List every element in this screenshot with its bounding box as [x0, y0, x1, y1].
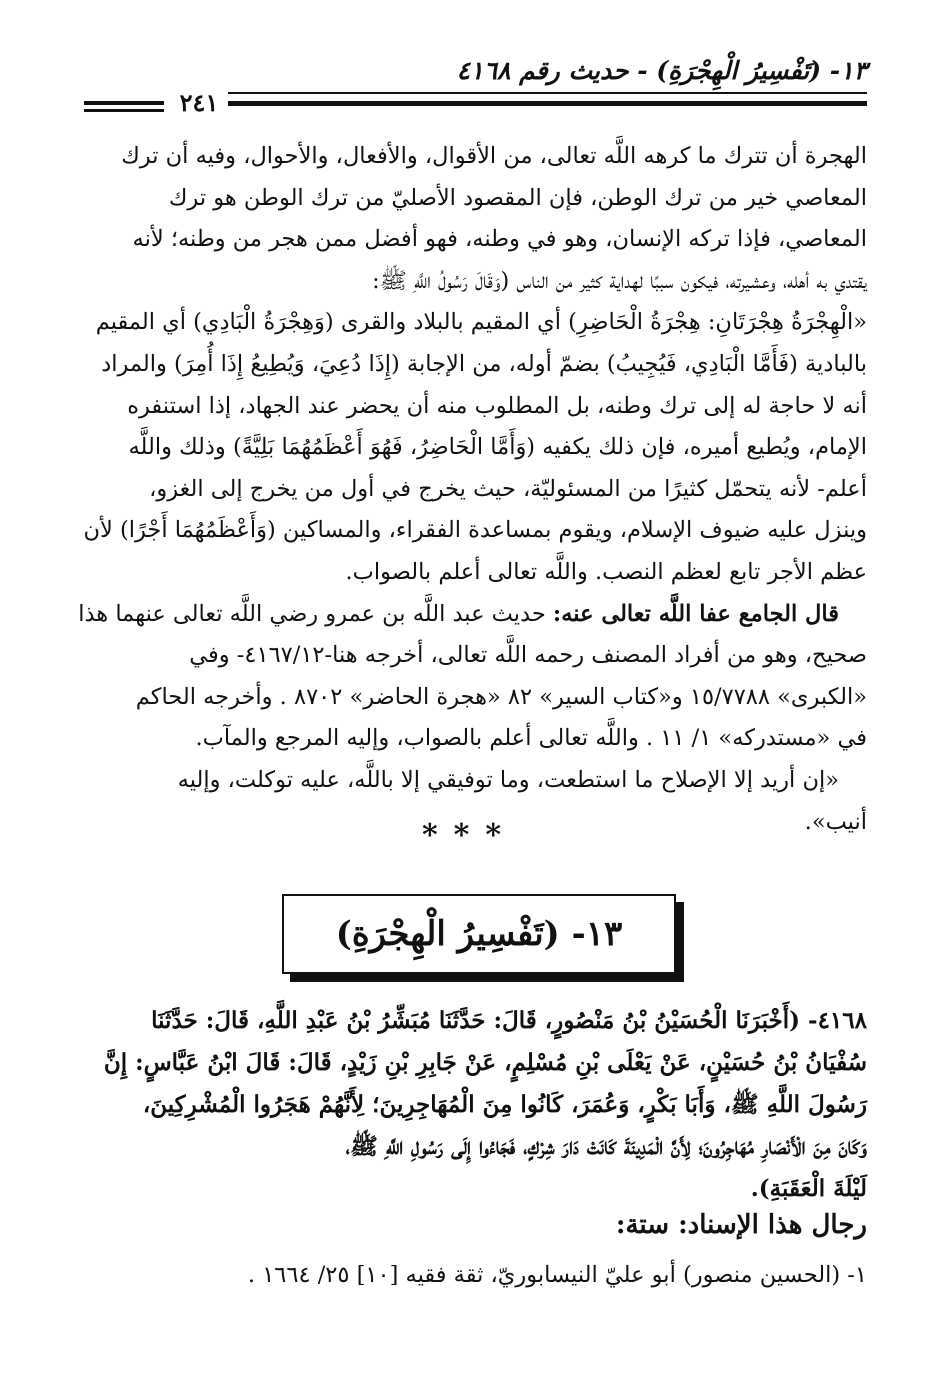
chapter-title-box	[282, 894, 676, 974]
commentary-line: عظم الأجر تابع لعظم النصب. واللَّه تعالى أعلم بالصواب.	[345, 558, 867, 585]
commentary-line: يقتدي به أهله، وعشيرته، فيكون سببًا لهداية كثير من الناس (وَقَالَ رَسُولُ اللَّهِ ﷺ:	[372, 267, 867, 294]
header-rule-thin	[228, 92, 867, 94]
commentary-line: المعاصي خير من ترك الوطن، فإن المقصود الأصليّ من ترك الوطن هو ترك	[168, 184, 867, 211]
commentary-line: المعاصي، فإذا تركه الإنسان، وهو في وطنه، فهو أفضل ممن هجر من وطنه؛ لأنه	[132, 226, 867, 253]
commentary-line: وينزل عليه ضيوف الإسلام، ويقوم بمساعدة الفقراء، والمساكين (وَأَعْظَمُهُمَا أَجْرًا) لأن	[83, 517, 867, 544]
commentary-line: أنه لا حاجة له إلى ترك وطنه، بل المطلوب منه أن يحضر عند الجهاد، إذا استنفره	[127, 392, 867, 419]
commentary-line: الإمام، ويُطيع أميره، فإن ذلك يكفيه (وَأَمَّا الْحَاضِرُ، فَهُوَ أَعْظَمُهُمَا بَلِيَّةً) وذلك واللَّه	[128, 434, 867, 461]
compiler-note-line: صحيح، وهو من أفراد المصنف رحمه اللَّه تعالى، أخرجه هنا-٤١٦٧/١٢- وفي	[189, 642, 867, 669]
closing-quote-line: «إن أريد إلا الإصلاح ما استطعت، وما توفيقي إلا باللَّه، عليه توكلت، وإليه	[177, 766, 839, 793]
commentary-line: بالبادية (فَأَمَّا الْبَادِي، فَيُجِيبُ) بضمّ أوله، من الإجابة (إِذَا دُعِيَ، وَيُطِيعُ إِذَا أُمِرَ) والمراد	[101, 350, 867, 377]
section-separator-stars: ***	[421, 818, 518, 853]
hadith-line: لَيْلَةَ الْعَقَبَةِ).	[750, 1175, 867, 1202]
running-header-title: ١٣- (تَفْسِيرُ الْهِجْرَةِ) - حديث رقم ٤١٦٨	[456, 56, 867, 85]
compiler-note-lead: قال الجامع عفا اللَّه تعالى عنه:	[552, 600, 839, 627]
isnad-heading: رجال هذا الإسناد: ستة:	[615, 1210, 867, 1240]
page-number: ٢٤١	[179, 88, 219, 117]
commentary-body	[74, 136, 867, 843]
narrator-entry: ١- (الحسين منصور) أبو عليّ النيسابوريّ، ثقة فقيه [١٠] ٢٥/ ١٦٦٤ .	[247, 1262, 867, 1288]
header-rule-thick	[228, 101, 867, 106]
compiler-note-line	[74, 594, 867, 636]
header-rule-left-top	[84, 101, 164, 105]
commentary-line: الهجرة أن تترك ما كرهه اللَّه تعالى، من الأقوال، والأفعال، والأحوال، وفيه أن ترك	[121, 143, 867, 169]
closing-quote-line: أنيب».	[804, 808, 867, 835]
hadith-text	[74, 1000, 867, 1210]
chapter-title: ١٣- (تَفْسِيرُ الْهِجْرَةِ)	[335, 914, 623, 954]
hadith-line: ٤١٦٨- (أَخْبَرَنَا الْحُسَيْنُ بْنُ مَنْصُورٍ، قَالَ: حَدَّثَنَا مُبَشِّرُ بْنُ عَبْدِ اللَّهِ، قَالَ: حَدَّثَنَا	[151, 1007, 867, 1034]
compiler-note-line: في «مستدركه» ١/ ١١ . واللَّه تعالى أعلم بالصواب، وإليه المرجع والمآب.	[195, 725, 867, 752]
compiler-note-text: حديث عبد اللَّه بن عمرو رضي اللَّه تعالى عنهما هذا	[78, 600, 546, 627]
compiler-note-line: «الكبرى» ١٥/٧٧٨٨ و«كتاب السير» ٨٢ «هجرة الحاضر» ٨٧٠٢ . وأخرجه الحاكم	[135, 683, 867, 710]
header-rule-left-bottom	[84, 109, 164, 112]
commentary-line: «الْهِجْرَةُ هِجْرَتَانِ: هِجْرَةُ الْحَاضِرِ) أي المقيم بالبلاد والقرى (وَهِجْرَةُ الْبَادِي) أي المقيم	[95, 309, 867, 336]
hadith-line: وَكَانَ مِنَ الْأَنْصَارِ مُهَاجِرُونَ؛ لِأَنَّ الْمَدِينَةَ كَانَتْ دَارَ شِرْكٍ، فَجَاءُوا إِلَى رَسُولِ اللَّهِ ﷺ،	[345, 1133, 867, 1160]
commentary-line: أعلم- لأنه يتحمّل كثيرًا من المسئوليّة، حيث يخرج في أول من يخرج إلى الغزو،	[149, 475, 867, 502]
hadith-line: رَسُولَ اللَّهِ ﷺ، وَأَبَا بَكْرٍ، وَعُمَرَ، كَانُوا مِنَ الْمُهَاجِرِينَ؛ لِأَنَّهُمْ هَجَرُوا الْمُشْرِكِينَ،	[142, 1091, 867, 1118]
hadith-line: سُفْيَانُ بْنُ حُسَيْنٍ، عَنْ يَعْلَى بْنِ مُسْلِمٍ، عَنْ جَابِرِ بْنِ زَيْدٍ، قَالَ: قَالَ ابْنُ عَبَّاسٍ: إِنَّ	[103, 1049, 867, 1076]
